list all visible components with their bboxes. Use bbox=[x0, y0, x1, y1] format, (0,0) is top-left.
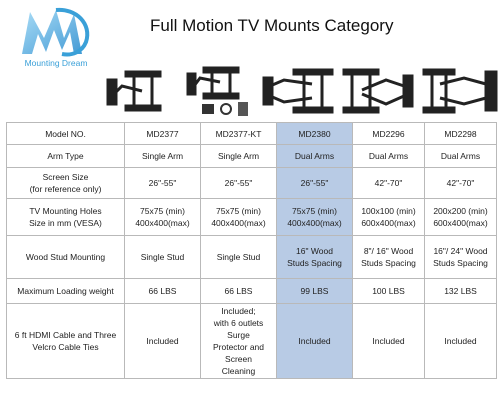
cell-text: 66 LBS bbox=[224, 286, 253, 296]
cell-text: Studs Spacing bbox=[433, 258, 488, 268]
cell-text: 600x400(max) bbox=[433, 218, 488, 228]
cell-text: Included bbox=[298, 336, 331, 346]
cell-text: with 6 outlets Surge bbox=[213, 318, 264, 340]
cell-text: Arm Type bbox=[47, 151, 84, 161]
table-cell bbox=[277, 123, 353, 145]
cell-text: Included bbox=[444, 336, 477, 346]
cell-text: 16"/ 24" Wood bbox=[433, 246, 488, 256]
cell-text: Protector and Screen bbox=[212, 342, 265, 364]
mounting-dream-logo bbox=[6, 4, 106, 74]
table-cell bbox=[201, 304, 277, 379]
table-cell bbox=[353, 199, 425, 236]
cell-text: Dual Arms bbox=[294, 151, 335, 161]
table-cell bbox=[353, 168, 425, 199]
cell-text: 400x400(max) bbox=[135, 218, 190, 228]
cell-text: MD2377-KT bbox=[215, 128, 262, 139]
cell-text: Velcro Cable Ties bbox=[32, 342, 99, 352]
logo-m-icon bbox=[16, 4, 96, 58]
row-label bbox=[7, 236, 125, 279]
table-cell bbox=[125, 279, 201, 304]
cell-text: Included; bbox=[221, 306, 256, 316]
cell-text: 75x75 (min) bbox=[292, 206, 337, 216]
cell-text: 400x400(max) bbox=[211, 218, 266, 228]
cell-text: Single Stud bbox=[216, 252, 261, 262]
cell-text: MD2298 bbox=[444, 128, 477, 139]
table-cell bbox=[277, 145, 353, 168]
cell-text: 600x400(max) bbox=[361, 218, 416, 228]
cell-text: 132 LBS bbox=[444, 286, 477, 296]
table-cell bbox=[125, 236, 201, 279]
tv-mount-image-md2298 bbox=[420, 64, 500, 118]
cell-text: Dual Arms bbox=[368, 151, 409, 161]
row-label bbox=[7, 168, 125, 199]
cell-text: 100 LBS bbox=[372, 286, 405, 296]
table-cell bbox=[201, 123, 277, 145]
table-cell bbox=[201, 199, 277, 236]
comparison-table bbox=[6, 122, 497, 379]
cell-text: Single Stud bbox=[140, 252, 185, 262]
table-row bbox=[7, 145, 497, 168]
table-row bbox=[7, 123, 497, 145]
cell-text: Model NO. bbox=[45, 128, 86, 139]
cell-text: Screen Size bbox=[42, 172, 89, 182]
cell-text: 16" Wood bbox=[296, 246, 333, 256]
table-cell bbox=[125, 199, 201, 236]
table-row bbox=[7, 279, 497, 304]
table-cell bbox=[201, 279, 277, 304]
row-label bbox=[7, 279, 125, 304]
table-cell bbox=[425, 304, 497, 379]
table-row bbox=[7, 168, 497, 199]
row-label bbox=[7, 123, 125, 145]
table-cell bbox=[277, 168, 353, 199]
cell-text: (for reference only) bbox=[29, 184, 102, 194]
cell-text: Dual Arms bbox=[440, 151, 481, 161]
table-cell bbox=[277, 236, 353, 279]
cell-text: Size in mm (VESA) bbox=[29, 218, 102, 228]
cell-text: 200x200 (min) bbox=[433, 206, 488, 216]
cell-text: 26"-55" bbox=[148, 178, 177, 188]
row-label bbox=[7, 145, 125, 168]
cell-text: Maximum Loading weight bbox=[17, 286, 114, 296]
cell-text: 6 ft HDMI Cable and Three bbox=[14, 330, 117, 340]
table-cell bbox=[425, 168, 497, 199]
cell-text: 99 LBS bbox=[300, 286, 329, 296]
table-row bbox=[7, 199, 497, 236]
cell-text: Included bbox=[372, 336, 405, 346]
table-cell bbox=[425, 145, 497, 168]
cell-text: Included bbox=[146, 336, 179, 346]
table-cell bbox=[201, 168, 277, 199]
tv-mount-image-md2377 bbox=[104, 64, 179, 118]
table-cell bbox=[353, 145, 425, 168]
tv-mount-image-md2377-kt bbox=[182, 64, 257, 118]
cell-text: Single Arm bbox=[217, 151, 260, 161]
cell-text: 26"-55" bbox=[224, 178, 253, 188]
cell-text: 8"/ 16" Wood bbox=[363, 246, 414, 256]
table-cell bbox=[425, 236, 497, 279]
table-cell bbox=[353, 304, 425, 379]
table-cell bbox=[201, 145, 277, 168]
cell-text: TV Mounting Holes bbox=[29, 206, 102, 216]
page-title: Full Motion TV Mounts Category bbox=[150, 16, 394, 35]
cell-text: 400x400(max) bbox=[287, 218, 342, 228]
cell-text: MD2380 bbox=[298, 128, 331, 139]
cell-text: 42"-70" bbox=[446, 178, 475, 188]
cell-text: Cleaning bbox=[221, 366, 256, 376]
cell-text: Studs Spacing bbox=[287, 258, 342, 268]
table-cell bbox=[125, 168, 201, 199]
cell-text: 75x75 (min) bbox=[216, 206, 261, 216]
brand-name: Mounting Dream bbox=[24, 58, 88, 68]
table-cell bbox=[425, 123, 497, 145]
table-cell bbox=[125, 145, 201, 168]
row-label bbox=[7, 199, 125, 236]
cell-text: 66 LBS bbox=[148, 286, 177, 296]
table-cell bbox=[425, 199, 497, 236]
table-cell bbox=[353, 236, 425, 279]
cell-text: 26"-55" bbox=[300, 178, 329, 188]
table-cell bbox=[425, 279, 497, 304]
cell-text: MD2377 bbox=[146, 128, 179, 139]
product-images bbox=[104, 64, 500, 118]
table-cell bbox=[277, 304, 353, 379]
cell-text: Single Arm bbox=[141, 151, 184, 161]
cell-text: 42"-70" bbox=[374, 178, 403, 188]
cell-text: Wood Stud Mounting bbox=[25, 252, 106, 262]
table-row bbox=[7, 304, 497, 379]
tv-mount-image-md2296 bbox=[340, 64, 418, 118]
table-cell bbox=[277, 279, 353, 304]
cell-text: MD2296 bbox=[372, 128, 405, 139]
cell-text: 100x100 (min) bbox=[361, 206, 416, 216]
tv-mount-image-md2380 bbox=[260, 64, 338, 118]
table-cell bbox=[277, 199, 353, 236]
table-row bbox=[7, 236, 497, 279]
row-label bbox=[7, 304, 125, 379]
table-cell bbox=[353, 123, 425, 145]
table-cell bbox=[353, 279, 425, 304]
table-cell bbox=[125, 123, 201, 145]
cell-text: 75x75 (min) bbox=[140, 206, 185, 216]
cell-text: Studs Spacing bbox=[361, 258, 416, 268]
table-cell bbox=[125, 304, 201, 379]
table-cell bbox=[201, 236, 277, 279]
